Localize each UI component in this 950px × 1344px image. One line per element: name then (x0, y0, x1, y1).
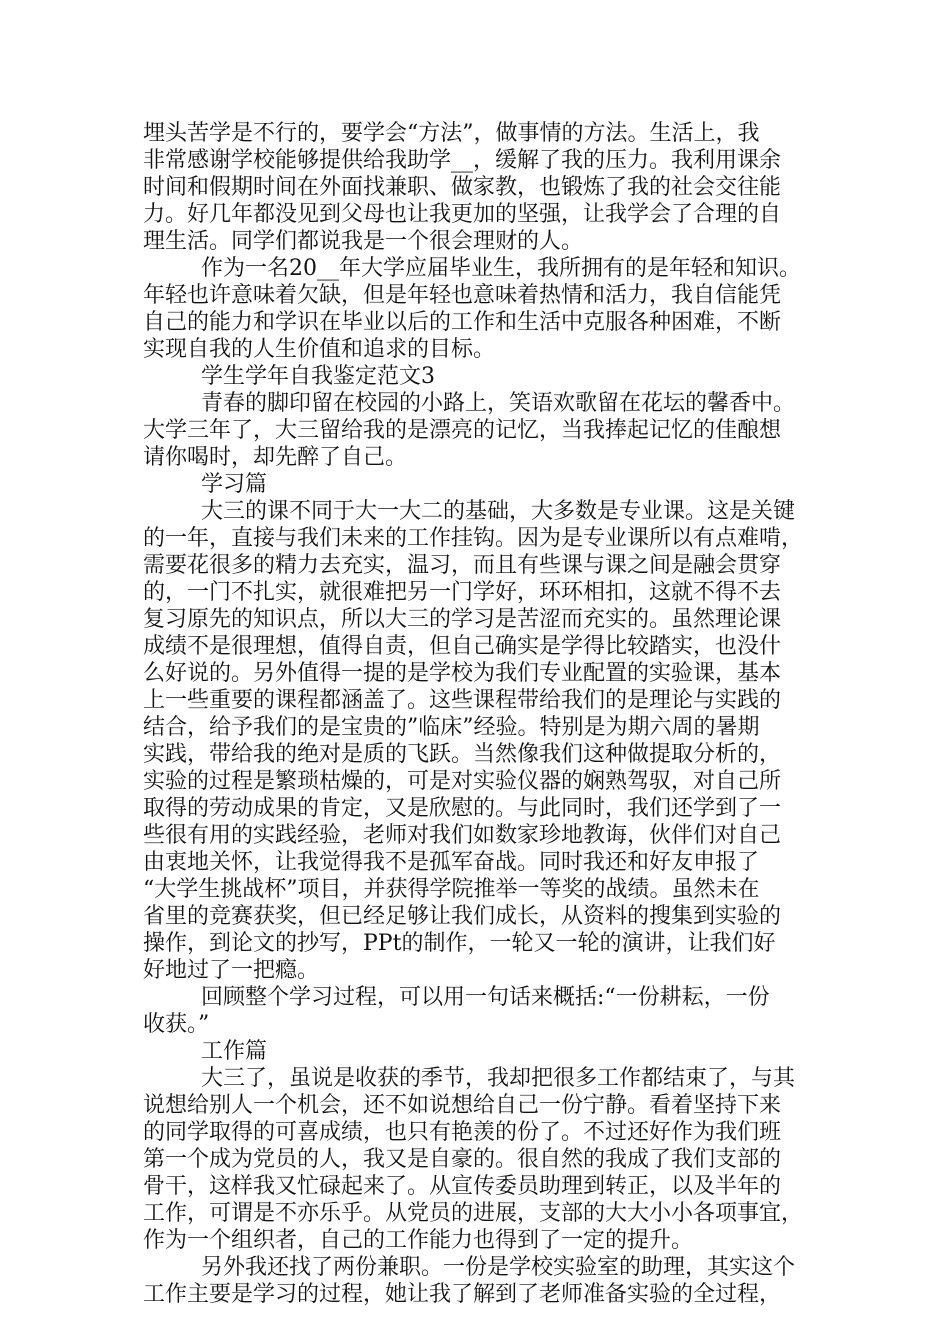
text-line: 取得的劳动成果的肯定，又是欣慰的。与此同时，我们还学到了一 (143, 796, 782, 821)
text-line: 需要花很多的精力去充实，温习，而且有些课与课之间是融会贯穿 (143, 553, 782, 578)
text-line: 好地过了一把瘾。 (143, 958, 320, 983)
text-line: 作为一名20__年大学应届毕业生，我所拥有的是年轻和知识。 (201, 256, 801, 281)
text-line: 上一些重要的课程都涵盖了。这些课程带给我们的是理论与实践的 (143, 688, 782, 713)
text-line: “大学生挑战杯”项目，并获得学院推举一等奖的战绩。虽然未在 (143, 877, 760, 902)
text-line: 埋头苦学是不行的，要学会“方法”，做事情的方法。生活上，我 (143, 121, 760, 146)
text-line: 学习篇 (201, 472, 268, 497)
document-body (143, 120, 833, 1308)
text-line: 么好说的。另外值得一提的是学校为我们专业配置的实验课，基本 (143, 661, 782, 686)
text-line: 的，一门不扎实，就很难把另一门学好，环环相扣，这就不得不去 (143, 580, 782, 605)
text-line: 实践，带给我的绝对是质的飞跃。当然像我们这种做提取分析的， (143, 742, 782, 767)
text-line: 大学三年了，大三留给我的是漂亮的记忆，当我捧起记忆的佳酿想 (143, 418, 782, 443)
text-line: 工作，可谓是不亦乐乎。从党员的进展，支部的大大小小各项事宜， (143, 1201, 804, 1226)
text-line: 工作篇 (201, 1039, 268, 1064)
text-line: 年轻也许意味着欠缺，但是年轻也意味着热情和活力，我自信能凭 (143, 283, 782, 308)
text-line: 工作主要是学习的过程，她让我了解到了老师准备实验的全过程， (143, 1282, 782, 1307)
text-line: 另外我还找了两份兼职。一份是学校实验室的助理，其实这个 (201, 1255, 796, 1280)
text-line: 由衷地关怀，让我觉得我不是孤军奋战。同时我还和好友申报了 (143, 850, 760, 875)
text-line: 时间和假期时间在外面找兼职、做家教，也锻炼了我的社会交往能 (143, 175, 782, 200)
text-line: 大三了，虽说是收获的季节，我却把很多工作都结束了，与其 (201, 1066, 796, 1091)
text-line: 些很有用的实践经验，老师对我们如数家珍地教诲，伙伴们对自己 (143, 823, 782, 848)
text-line: 回顾整个学习过程，可以用一句话来概括:“一份耕耘，一份 (201, 985, 770, 1010)
text-line: 省里的竞赛获奖，但已经足够让我们成长，从资料的搜集到实验的 (143, 904, 782, 929)
text-line: 理生活。同学们都说我是一个很会理财的人。 (143, 229, 584, 254)
text-line: 非常感谢学校能够提供给我助学__，缓解了我的压力。我利用课余 (143, 148, 782, 173)
text-line: 实现自我的人生价值和追求的目标。 (143, 337, 496, 362)
text-line: 自己的能力和学识在毕业以后的工作和生活中克服各种困难，不断 (143, 310, 782, 335)
text-line: 学生学年自我鉴定范文3 (201, 364, 435, 389)
text-line: 的一年，直接与我们未来的工作挂钩。因为是专业课所以有点难啃， (143, 526, 804, 551)
text-line: 第一个成为党员的人，我又是自豪的。很自然的我成了我们支部的 (143, 1147, 782, 1172)
text-line: 请你喝时，却先醉了自己。 (143, 445, 408, 470)
text-line: 的同学取得的可喜成绩，也只有艳羡的份了。不过还好作为我们班 (143, 1120, 782, 1145)
text-line: 青春的脚印留在校园的小路上，笑语欢歌留在花坛的馨香中。 (201, 391, 796, 416)
text-line: 说想给别人一个机会，还不如说想给自己一份宁静。看着坚持下来 (143, 1093, 782, 1118)
text-line: 操作，到论文的抄写，PPt的制作，一轮又一轮的演讲，让我们好 (143, 931, 776, 956)
text-line: 实验的过程是繁琐枯燥的，可是对实验仪器的娴熟驾驭，对自己所 (143, 769, 782, 794)
text-line: 力。好几年都没见到父母也让我更加的坚强，让我学会了合理的自 (143, 202, 782, 227)
text-line: 骨干，这样我又忙碌起来了。从宣传委员助理到转正，以及半年的 (143, 1174, 782, 1199)
text-line: 作为一个组织者，自己的工作能力也得到了一定的提升。 (143, 1228, 694, 1253)
text-line: 成绩不是很理想，值得自责，但自己确实是学得比较踏实，也没什 (143, 634, 782, 659)
text-line: 复习原先的知识点，所以大三的学习是苦涩而充实的。虽然理论课 (143, 607, 782, 632)
text-line: 大三的课不同于大一大二的基础，大多数是专业课。这是关键 (201, 499, 796, 524)
text-line: 收获。” (143, 1012, 210, 1037)
text-line: 结合，给予我们的是宝贵的”临床”经验。特别是为期六周的暑期 (143, 715, 760, 740)
